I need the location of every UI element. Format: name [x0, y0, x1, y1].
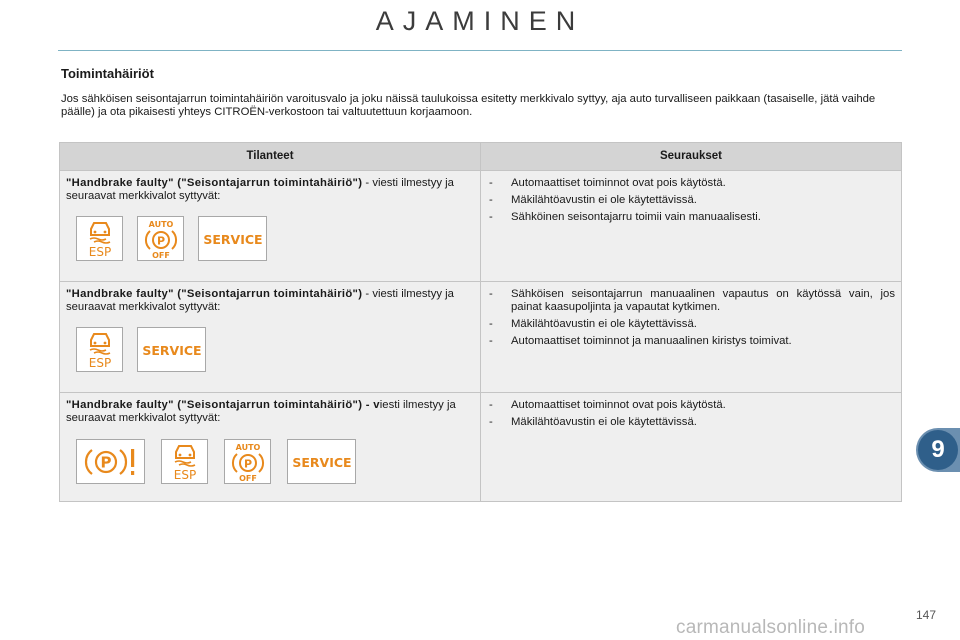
svg-text:ESP: ESP	[88, 355, 111, 370]
intro-paragraph: Jos sähköisen seisontajarrun toimintahäiriön varoitusvalo ja joku näissä taulukoissa esitetty merkkivalo syttyy, aja auto turvalliseen paikkaan (tasaiselle, jätä vaihde päälle) ja ota pikaisesti yhteys CITROËN-verkostoon tai valtuutettuun korjaamoon.	[61, 93, 876, 118]
svg-text:P: P	[156, 234, 165, 247]
condition-message: "Handbrake faulty" ("Seisontajarrun toimintahäiriö")	[66, 288, 363, 300]
chapter-tab[interactable]	[916, 428, 960, 472]
chapter-number: 9	[918, 430, 958, 470]
svg-text:AUTO: AUTO	[235, 442, 260, 452]
watermark: carmanualsonline.info	[676, 617, 866, 638]
auto-p-off-icon	[137, 216, 184, 261]
page-title: AJAMINEN	[375, 6, 585, 36]
consequence-list	[487, 399, 895, 429]
consequences-cell	[481, 393, 902, 502]
page-number: 147	[916, 608, 937, 622]
list-item: - Mäkilähtöavustin ei ole käytettävissä.	[489, 194, 697, 206]
service-icon	[198, 216, 267, 261]
condition-cell	[60, 282, 481, 393]
auto-p-off-icon	[224, 439, 271, 484]
condition-text	[66, 288, 474, 314]
esp-icon	[76, 216, 123, 261]
service-icon	[287, 439, 356, 484]
condition-cell	[60, 393, 481, 502]
svg-text:SERVICE: SERVICE	[141, 342, 202, 358]
svg-text:SERVICE: SERVICE	[291, 454, 352, 470]
list-item: - Automaattiset toiminnot ovat pois käytöstä.	[489, 399, 726, 411]
list-item: - Sähköinen seisontajarru toimii vain manuaalisesti.	[489, 211, 761, 223]
consequence-list	[487, 288, 895, 348]
table-header-row	[60, 143, 902, 171]
condition-description: - viesti ilmestyy ja seuraavat merkkivalot syttyvät:	[66, 177, 454, 202]
consequences-cell	[481, 282, 902, 393]
svg-text:P: P	[243, 457, 252, 470]
list-item: - Mäkilähtöavustin ei ole käytettävissä.	[489, 416, 697, 428]
esp-icon	[161, 439, 208, 484]
condition-description: iesti ilmestyy ja seuraavat merkkivalot syttyvät:	[66, 399, 456, 424]
condition-text	[66, 177, 474, 203]
list-item: - Automaattiset toiminnot ja manuaalinen kiristys toimivat.	[489, 335, 792, 347]
consequence-list	[487, 177, 895, 224]
service-icon	[137, 327, 206, 372]
warning-lights	[76, 216, 474, 261]
condition-text	[66, 399, 474, 425]
list-item: - Automaattiset toiminnot ovat pois käytöstä.	[489, 177, 726, 189]
header-divider	[58, 50, 902, 51]
svg-text:P: P	[100, 453, 111, 471]
esp-icon	[76, 327, 123, 372]
section-title: Toimintahäiriöt	[61, 66, 154, 81]
condition-description: - viesti ilmestyy ja seuraavat merkkivalot syttyvät:	[66, 288, 454, 313]
consequences-cell	[481, 171, 902, 282]
table-row	[60, 393, 902, 502]
column-header-situations: Tilanteet	[60, 143, 481, 171]
svg-text:OFF: OFF	[151, 250, 170, 259]
svg-text:SERVICE: SERVICE	[202, 231, 263, 247]
svg-text:OFF: OFF	[238, 473, 257, 482]
column-header-consequences: Seuraukset	[481, 143, 902, 171]
parking-brake-fault-icon	[76, 439, 145, 484]
svg-text:AUTO: AUTO	[148, 219, 173, 229]
list-item: - Mäkilähtöavustin ei ole käytettävissä.	[489, 318, 697, 330]
warning-lights	[76, 327, 474, 372]
warning-lights	[76, 439, 474, 484]
condition-cell	[60, 171, 481, 282]
table-row	[60, 171, 902, 282]
table-row	[60, 282, 902, 393]
condition-message: "Handbrake faulty" ("Seisontajarrun toimintahäiriö")	[66, 177, 363, 189]
condition-message: "Handbrake faulty" ("Seisontajarrun toimintahäiriö") - v	[66, 399, 380, 411]
svg-text:ESP: ESP	[173, 467, 196, 482]
svg-text:ESP: ESP	[88, 244, 111, 259]
malfunction-table	[59, 142, 902, 502]
list-item: - Sähköisen seisontajarrun manuaalinen vapautus on käytössä vain, jos painat kaasupoljinta ja vapautat kytkimen.	[489, 288, 895, 313]
